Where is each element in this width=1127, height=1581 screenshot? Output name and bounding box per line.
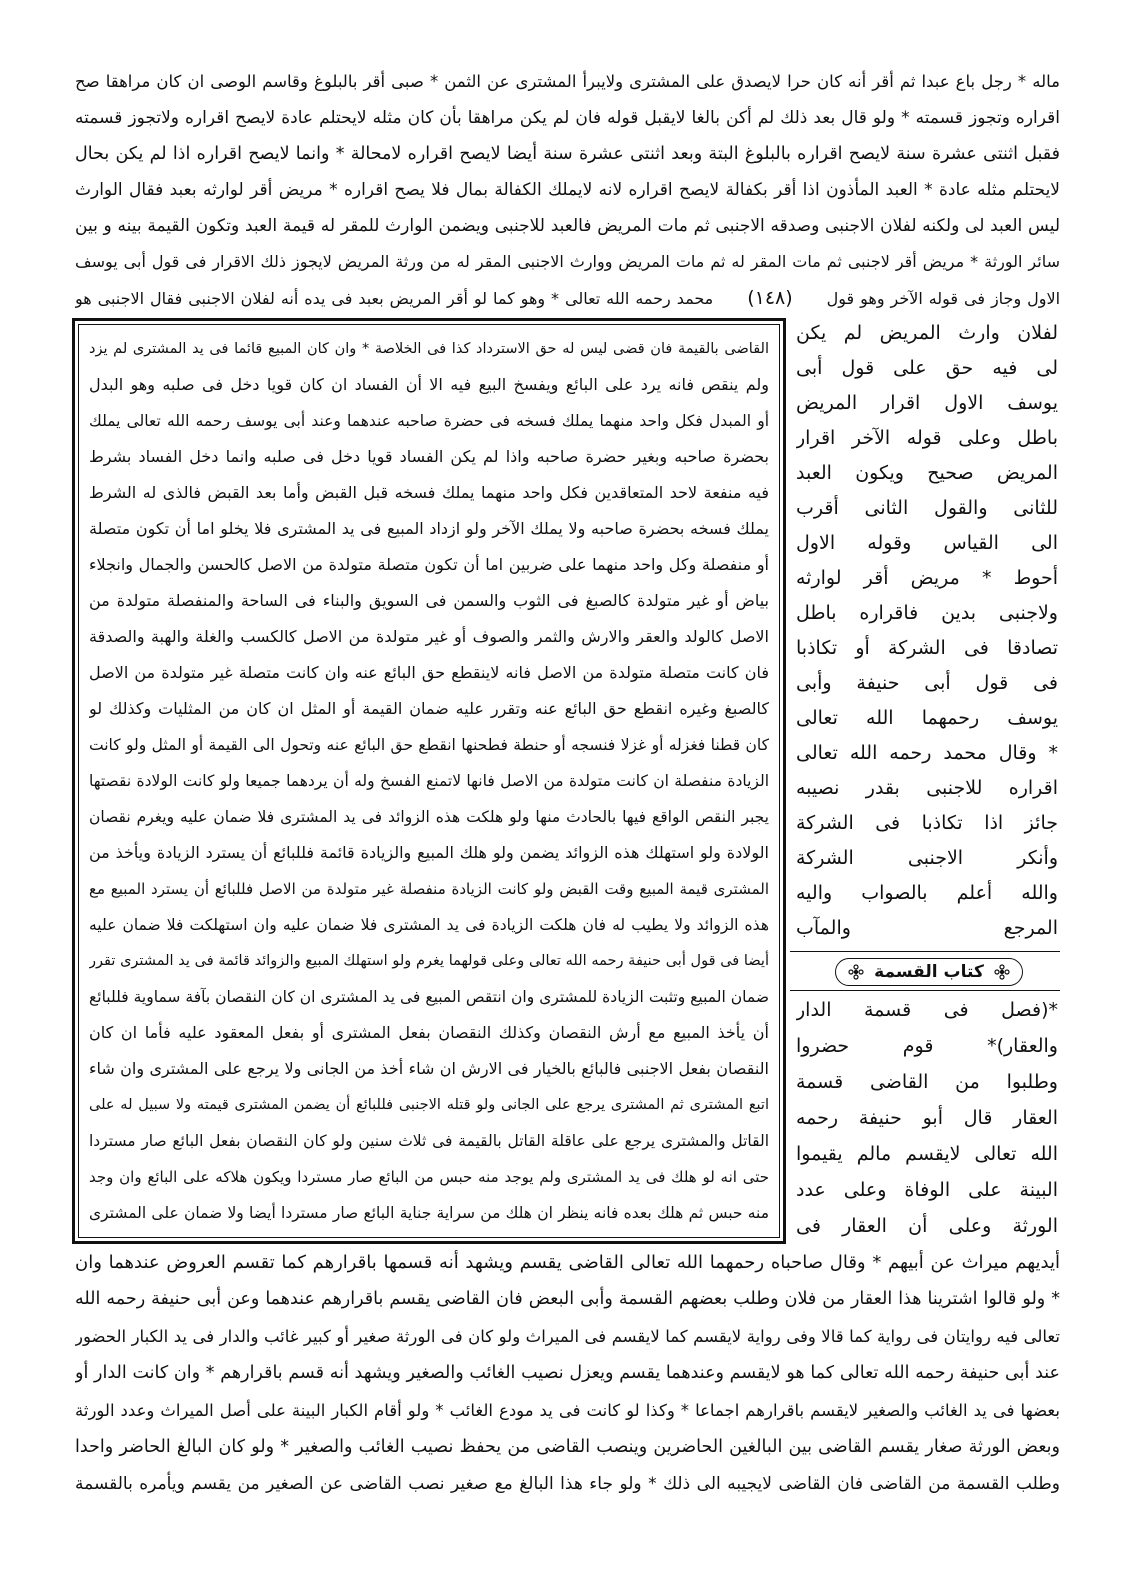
main-line: بحضرة صاحبه وبغير حضرة صاحبه واذا لم يكن الفساد قويا دخل فى صلبه وانما دخل الفساد بشرط (89, 447, 769, 466)
bottom-line: وبعض الورثة صغار يقسم القاضى بين البالغين الحاضرين وينصب القاضى من يحفظ نصيب الغائب والصغير * ولو كان البالغ الحاضر واحدا (75, 1437, 1060, 1457)
main-line: اتبع المشترى ثم المشترى يرجع على الجانى ولو قتله الاجنبى فللبائع أن يضمن المشترى قيمته ولا سبيل له على (89, 1097, 769, 1113)
main-line: أو منفصلة وكل واحد منهما على ضربين اما أن تكون متصلة متولدة من الاصل كالحسن والجمال وانجلاء (89, 555, 769, 574)
margin-line: الله تعالى لايقسم مالم يقيموا (796, 1143, 1058, 1165)
margin-line: العقار قال أبو حنيفة رحمه (796, 1107, 1058, 1129)
margin-line: *(فصل فى قسمة الدار (796, 999, 1058, 1021)
margin-line: والعقار)* قوم حضروا (796, 1035, 1058, 1057)
margin-line: وطلبوا من القاضى قسمة (796, 1071, 1058, 1093)
main-line: كان قطنا فغزله أو غزلا فنسجه أو حنطة فطحنها انقطع حق البائع عنه وتحول الى القيمة أو المثل ولو كانت (89, 736, 769, 754)
main-line: أن يأخذ المبيع مع أرش النقصان وكذلك النقصان بفعل المشترى أو بفعل المعقود عليه فأما ان كان (89, 1023, 769, 1042)
margin-line: باطل وعلى قوله الآخر اقرار (796, 427, 1058, 449)
margin-line: البينة على الوفاة وعلى عدد (796, 1179, 1058, 1201)
divider (790, 990, 1060, 991)
main-line: النقصان بفعل الاجنبى فالبائع بالخيار فى الارش ان شاء أخذ من الجانى ولا يرجع على المشترى وان شاء (89, 1059, 769, 1078)
top-line: فقبل اثنتى عشرة سنة لايصح اقراره بالبلوغ البتة وبعد اثنتى عشرة سنة أيضا لايصح اقراره لامحالة * وانما لايصح اقراره اذا لم يكن بحال (75, 144, 1060, 164)
top-line: لايحتلم مثله عادة * العبد المأذون اذا أقر بكفالة لايصح اقراره لانه لايملك الكفالة بمال فلا يصح اقراره * مريض أقر لوارثه بعبد فقال الوارث (75, 180, 1060, 200)
main-line: فيه منفعة لاحد المتعاقدين فكل واحد منهما يملك فسخه قبل القبض وأما بعد القبض فالذى له الشرط (89, 483, 769, 502)
main-text (89, 331, 769, 1231)
divider (790, 951, 1060, 952)
bottom-line: * ولو قالوا اشترينا هذا العقار من فلان وطلب بعضهم القسمة وأبى البعض فان القاضى يقسم باقرارهم عندهما وعن أبى حنيفة رحمه الله (75, 1289, 1060, 1309)
page-number: (١٤٨) (747, 287, 793, 309)
main-line: الولادة ولو استهلك هذه الزوائد يضمن ولو هلك المبيع والزيادة قائمة فللبائع أن يسترد الزيادة ويأخذ من (89, 843, 769, 862)
bottom-line: وطلب القسمة من القاضى فان القاضى لايجيبه الى ذلك * ولو جاء هذا البالغ مع صغير نصب القاضى عن الصغير من يقسم ويأمره بالقسمة (75, 1474, 1060, 1494)
main-line: الزيادة منفصلة ان كانت متولدة من الاصل فانها لاتمنع الفسخ وله أن يردهما جميعا ولو كانت الولادة نقصتها (89, 772, 769, 790)
main-line: حتى انه لو هلك فى يد المشترى ولم يوجد منه حبس من البائع صار مستردا ويكون هلاكه على البائع وان وجد (89, 1168, 769, 1186)
ornament-icon (994, 964, 1010, 980)
main-line: فان كانت متصلة متولدة من الاصل فانه لاينقطع حق البائع عنه وان كانت متصلة غير متولدة من الاصل (89, 663, 769, 682)
main-line: هذه الزوائد ولا يطيب له فان هلكت الزيادة فى يد المشترى فلا ضمان عليه وان استهلكت فلا ضمان عليه (89, 916, 769, 934)
margin-line: فى قول أبى حنيفة وأبى (796, 672, 1058, 694)
top-line: سائر الورثة * مريض أقر لاجنبى ثم مات المقر له ثم مات المريض ووارث الاجنبى المقر له من ورثة المريض لايجوز ذلك الاقرار فى قول أبى يوسف (75, 252, 1060, 271)
bottom-line: بعضها فى يد الغائب والصغير لايقسم باقرارهم اجماعا * وكذا لو كانت فى يد مودع الغائب * ولو أقام الكبار البينة على أصل الميراث وعدد الورثة (75, 1401, 1060, 1420)
margin-line: الى القياس وقوله الاول (796, 532, 1058, 554)
margin-line: أحوط * مريض أقر لوارثه (796, 567, 1058, 589)
side-margin-text (796, 316, 1058, 946)
bottom-margin-text (75, 1244, 1060, 1503)
main-line: ضمان المبيع وتثبت الزيادة للمشترى وان انتقص المبيع فى يد المشترى ان كان النقصان بآفة سماوية فللبائع (89, 988, 769, 1006)
top-line-with-page-number (75, 280, 1060, 316)
main-line: كالصبغ وغيره انقطع حق البائع عنه وتقرر عليه ضمان القيمة أو المثل ان كان من المثليات وكذلك لو (89, 699, 769, 718)
main-line: المشترى قيمة المبيع وقت القبض ولو كانت الزيادة منفصلة غير متولدة من الاصل فللبائع أن يسترد المبيع مع (89, 880, 769, 898)
main-line: أو المبدل فكل واحد منهما يملك فسخه فى حضرة صاحبه عندهما وعند أبى يوسف رحمه الله تعالى يملك (89, 412, 769, 430)
top-line: ليس العبد لى ولكنه لفلان الاجنبى وصدقه الاجنبى ثم مات المريض فالعبد للاجنبى ويضمن الوارث للمقر له قيمة العبد وتكون القيمة بينه و بين (75, 216, 1060, 236)
top-line-end: محمد رحمه الله تعالى * وهو كما لو أقر المريض بعبد فى يده أنه لفلان الاجنبى فقال الاجنبى هو (75, 289, 714, 308)
bottom-line: تعالى فيه روايتان فى رواية كما قالا وفى رواية لايقسم كما لايقسم فى الميراث ولو كان فى الورثة صغير أو كبير غائب والدار فى يد الكبار الحضور (75, 1327, 1060, 1346)
margin-line: لى فيه حق على قول أبى (796, 357, 1058, 379)
margin-line: لفلان وارث المريض لم يكن (796, 322, 1058, 344)
main-line: يجبر النقص الواقع فيها بالحادث منها ولو هلكت هذه الزوائد فى يد المشترى فلا ضمان عليه ويغرم نقصان (89, 808, 769, 826)
main-line: القاتل والمشترى يرجع على عاقلة القاتل بالقيمة فى ثلاث سنين ولو كان النقصان بفعل البائع صار مستردا (89, 1132, 769, 1150)
main-line: منه حبس ثم هلك بعده فانه ينظر ان هلك من سراية جناية البائع صار مستردا أيضا ولا ضمان على المشترى (89, 1204, 769, 1222)
margin-line: اقراره للاجنبى بقدر نصيبه (796, 777, 1058, 799)
main-text-box (72, 318, 786, 1244)
chapter-title: كتاب القسمة (874, 962, 984, 982)
margin-line: يوسف رحمهما الله تعالى (796, 707, 1058, 729)
main-line: يملك فسخه بحضرة صاحبه ولا يملك الآخر ولو ازداد المبيع فى يد المشترى فلا يخلو اما أن تكون متصلة (89, 519, 769, 538)
margin-line: للثانى والقول الثانى أقرب (796, 497, 1058, 519)
main-line: بياض أو غير متولدة كالصبغ فى الثوب والسمن فى السويق والبناء فى الساحة والمنفصلة متولدة من (89, 591, 769, 610)
margin-line: جائز اذا تكاذبا فى الشركة (796, 812, 1058, 834)
margin-line: تصادقا فى الشركة أو تكاذبا (796, 637, 1058, 659)
top-line: ماله * رجل باع عبدا ثم أقر أنه كان حرا لايصدق على المشترى ولايبرأ المشترى عن الثمن * صبى أقر بالبلوغ وقاسم الوصى ان كان مراهقا صح (75, 72, 1060, 91)
margin-line: الورثة وعلى أن العقار فى (796, 1215, 1058, 1237)
margin-line: ولاجنبى بدين فاقراره باطل (796, 602, 1058, 624)
margin-line: والله أعلم بالصواب واليه (796, 882, 1058, 904)
top-margin-text (75, 64, 1060, 316)
top-line-start: الاول وجاز فى قوله الآخر وهو قول (826, 289, 1060, 308)
bottom-line: عند أبى حنيفة رحمه الله تعالى كما هو لايقسم وعندهما يقسم ويعزل نصيب الغائب والصغير ويشهد أنه قسم باقرارهم * وان كانت الدار أو (75, 1363, 1060, 1383)
margin-line: * وقال محمد رحمه الله تعالى (796, 742, 1058, 764)
side-margin-text-chapter (796, 992, 1058, 1244)
main-line: أيضا فى قول أبى حنيفة رحمه الله تعالى وعلى قولهما يغرم ولو استهلك المبيع والزوائد قائمة فى يد المشترى تقرر (89, 953, 769, 969)
main-line: الاصل كالولد والعقر والارش والثمر والصوف أو غير متولدة من الاصل كالكسب والغلة والهبة والصدقة (89, 627, 769, 646)
margin-line: يوسف الاول اقرار المريض (796, 392, 1058, 414)
top-line: اقراره وتجوز قسمته * ولو قال بعد ذلك لم أكن بالغا لايقبل قوله فان لم يكن مراهقا بأن كان مثله لايحتلم عادة لايصح اقراره ولاتجوز قسمته (75, 108, 1060, 128)
ornament-icon (848, 964, 864, 980)
main-line: القاضى بالقيمة فان قضى ليس له حق الاسترداد كذا فى الخلاصة * وان كان المبيع قائما فى يد المشترى لم يزد (89, 341, 769, 357)
main-line: ولم ينقص فانه يرد على البائع ويفسخ البيع فيه الا أن الفساد ان كان قويا دخل فى صلبه وهو البدل (89, 375, 769, 394)
chapter-heading-frame (835, 958, 1023, 986)
margin-line: وأنكر الاجنبى الشركة (796, 847, 1058, 869)
bottom-line: أيديهم ميراث عن أبيهم * وقال صاحباه رحمهما الله تعالى القاضى يقسم ويشهد أنه قسمها باقرارهم كما تقسم العروض عندهما وان (75, 1252, 1060, 1273)
chapter-heading (806, 957, 1052, 987)
margin-line: المرجع والمآب (796, 917, 1058, 939)
margin-line: المريض صحيح ويكون العبد (796, 462, 1058, 484)
